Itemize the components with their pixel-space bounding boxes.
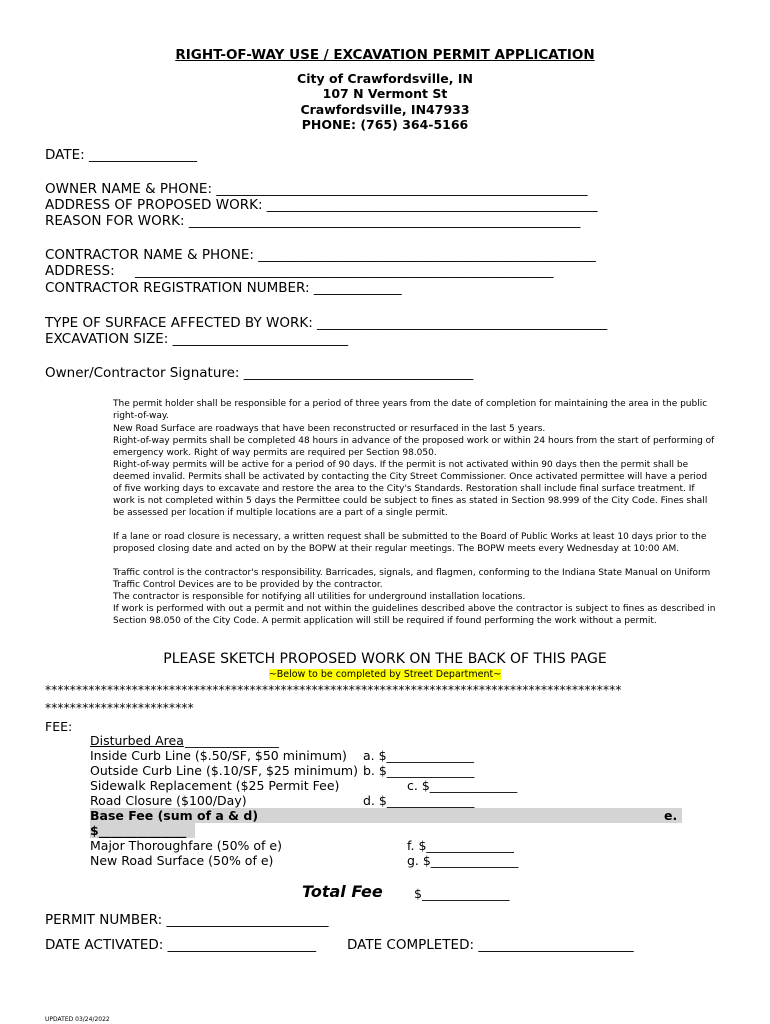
date-activated-field[interactable]: DATE ACTIVATED: ______________________ (45, 937, 317, 953)
contractor-address-label: ADDRESS: (45, 263, 115, 279)
outside-curb-field[interactable]: b. $______________ (363, 763, 475, 778)
total-fee-label: Total Fee (302, 882, 383, 901)
base-fee-letter: e. (664, 808, 678, 823)
total-fee-field[interactable]: $______________ (414, 886, 510, 901)
signature-field[interactable]: Owner/Contractor Signature: __________________________________ (45, 365, 474, 381)
department-note: ~Below to be completed by Street Department~ (268, 669, 502, 680)
outside-curb-label: Outside Curb Line ($.10/SF, $25 minimum) (90, 763, 358, 778)
inside-curb-field[interactable]: a. $______________ (363, 748, 475, 763)
major-thoroughfare-field[interactable]: f. $______________ (407, 838, 514, 853)
registration-field[interactable]: CONTRACTOR REGISTRATION NUMBER: _____________ (45, 280, 402, 296)
address-of-work-field[interactable]: ADDRESS OF PROPOSED WORK: _________________________________________________ (45, 197, 598, 213)
road-closure-label: Road Closure ($100/Day) (90, 793, 247, 808)
permit-number-field[interactable]: PERMIT NUMBER: ________________________ (45, 912, 329, 928)
form-title: RIGHT-OF-WAY USE / EXCAVATION PERMIT APPLICATION (175, 47, 595, 63)
date-field[interactable]: DATE: ________________ (45, 147, 197, 163)
surface-field[interactable]: TYPE OF SURFACE AFFECTED BY WORK: ___________________________________________ (45, 315, 608, 331)
contractor-field[interactable]: CONTRACTOR NAME & PHONE: __________________________________________________ (45, 247, 596, 263)
disturbed-area-underline: _______________ (185, 733, 279, 748)
owner-field[interactable]: OWNER NAME & PHONE: _______________________________________________________ (45, 181, 588, 197)
sketch-note: PLEASE SKETCH PROPOSED WORK ON THE BACK OF THIS PAGE (163, 651, 607, 667)
header-city: City of Crawfordsville, IN (297, 71, 473, 86)
header-phone: PHONE: (765) 364-5166 (301, 117, 469, 132)
date-completed-field[interactable]: DATE COMPLETED: _______________________ (347, 937, 634, 953)
sidewalk-label: Sidewalk Replacement ($25 Permit Fee) (90, 778, 340, 793)
updated-date: UPDATED 03/24/2022 (45, 1016, 110, 1023)
separator-stars: ************************ (45, 701, 194, 715)
road-closure-field[interactable]: d. $______________ (363, 793, 475, 808)
excavation-field[interactable]: EXCAVATION SIZE: __________________________ (45, 331, 349, 347)
disturbed-area-heading: Disturbed Area (90, 733, 184, 748)
fee-label: FEE: (45, 719, 73, 734)
sidewalk-field[interactable]: c. $______________ (407, 778, 518, 793)
reason-field[interactable]: REASON FOR WORK: __________________________________________________________ (45, 213, 581, 229)
major-thoroughfare-label: Major Thoroughfare (50% of e) (90, 838, 282, 853)
new-road-label: New Road Surface (50% of e) (90, 853, 274, 868)
base-fee-field[interactable]: $______________ (90, 823, 187, 838)
header-citystate: Crawfordsville, IN47933 (300, 102, 470, 117)
contractor-address-field[interactable]: ______________________________________________________________ (135, 263, 554, 279)
base-fee-label: Base Fee (sum of a & d) (90, 808, 259, 823)
inside-curb-label: Inside Curb Line ($.50/SF, $50 minimum) (90, 748, 347, 763)
separator-stars: ********************************************************************************************* (45, 683, 622, 697)
new-road-field[interactable]: g. $______________ (407, 853, 519, 868)
header-street: 107 N Vermont St (322, 86, 448, 101)
